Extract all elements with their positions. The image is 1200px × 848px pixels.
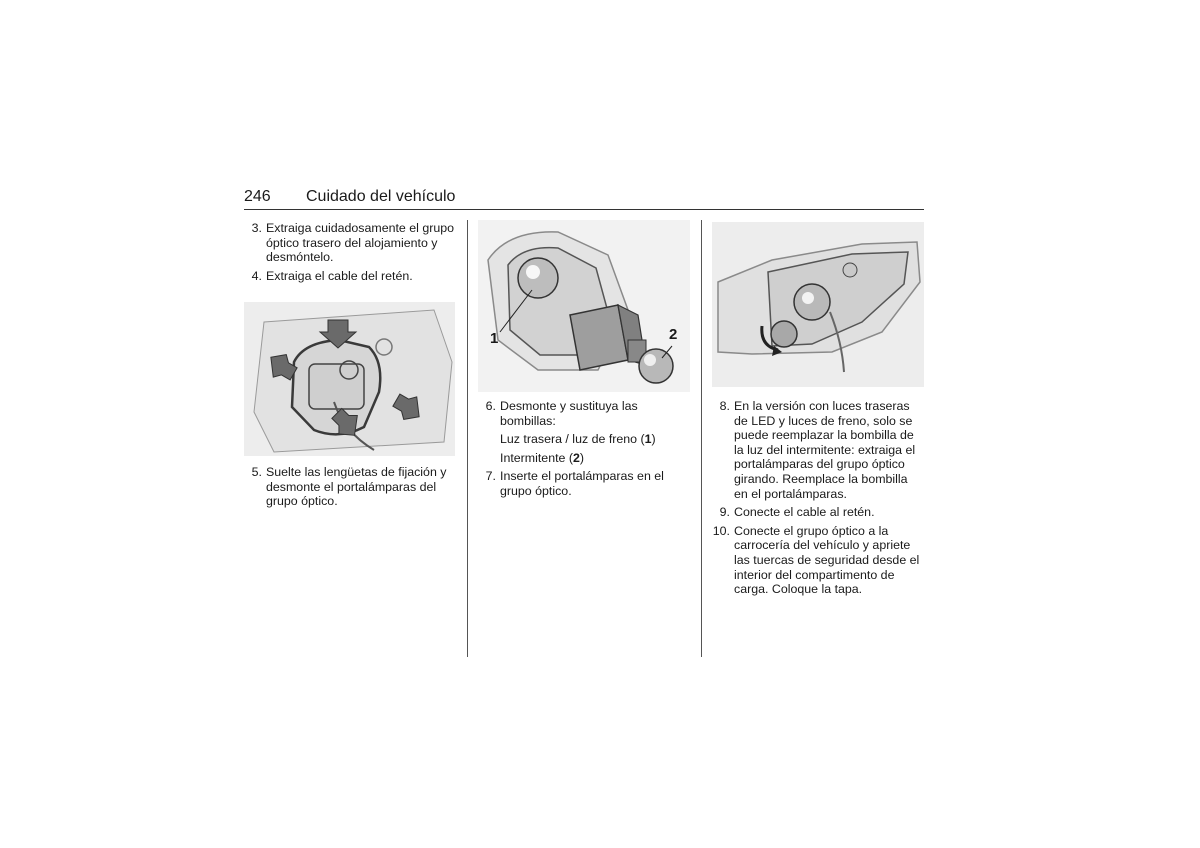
column-divider-1 [467,220,468,657]
page-header [244,188,924,210]
figure-bulb-holder [478,220,690,392]
figure-led-lamp [712,222,924,387]
column-1 [244,221,456,287]
step-number: 6. [485,399,496,413]
section-title: Cuidado del vehículo [306,188,456,205]
step-number: 10. [712,523,730,538]
figure-label-2: 2 [669,326,678,343]
sub-item-2: Intermitente (2) [500,450,585,465]
step-number: 9. [719,505,730,520]
step-10 [712,524,924,597]
figure-lamp-housing-arrows [244,302,455,456]
step-8 [712,399,924,501]
step-text: Conecte el cable al retén. [734,505,875,520]
step-text: Desmonte y sustituya las bombillas: [500,399,638,428]
column-divider-2 [701,220,702,657]
step-text: Extraiga el cable del retén. [266,268,413,283]
step-5 [244,465,456,509]
sub-item-1: Luz trasera / luz de freno (1) [500,432,656,447]
column-1-lower [244,465,456,513]
step-3 [244,221,456,265]
step-4 [244,269,456,284]
step-6 [478,399,690,428]
page-number: 246 [244,188,271,205]
header-rule [244,209,924,210]
step-number: 4. [251,268,262,283]
step-9 [712,505,924,520]
step-number: 7. [485,469,496,484]
step-number: 3. [251,221,262,235]
step-text: Suelte las lengüetas de fijación y desmonte el portalámparas del grupo óptico. [266,465,447,509]
step-text: Inserte el portalámparas en el grupo óptico. [500,469,664,498]
step-text: Extraiga cuidadosamente el grupo óptico trasero del alojamiento y desmóntelo. [266,221,455,265]
led-lamp-illustration [712,222,924,387]
step-number: 5. [251,465,262,479]
column-3 [712,399,924,601]
column-2 [478,399,690,503]
figure-label-1: 1 [490,330,499,347]
step-text: Conecte el grupo óptico a la carrocería del vehículo y apriete las tuercas de seguridad desde el interior del compartimento de carga. Coloque la tapa. [734,523,920,597]
lamp-housing-illustration [244,302,455,456]
step-7 [478,469,690,498]
bulb-holder-illustration [478,220,690,392]
step-number: 8. [719,399,730,413]
step-text: En la versión con luces traseras de LED y luces de freno, solo se puede reemplazar la bombilla de la luz del intermitente: extraiga el portalámparas del grupo óptico girando. Reemplace la bombilla en el portalámparas. [734,399,916,501]
